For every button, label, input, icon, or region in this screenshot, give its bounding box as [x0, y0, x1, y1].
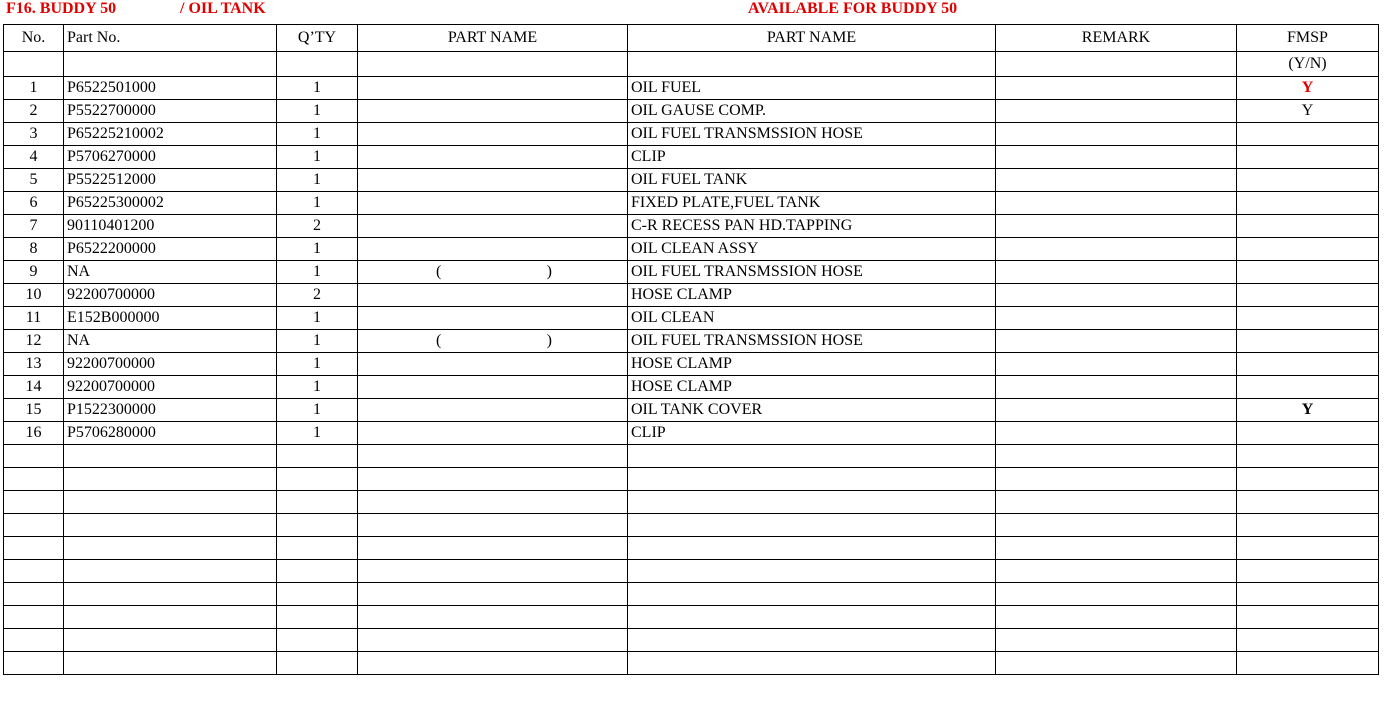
- row-remark: [996, 146, 1237, 169]
- row-remark: [996, 422, 1237, 445]
- col-header-fmsp-sub: (Y/N): [1237, 52, 1379, 77]
- col-header-remark: REMARK: [996, 25, 1237, 52]
- row-remark: [996, 100, 1237, 123]
- row-qty: 1: [277, 261, 358, 284]
- row-remark: [996, 307, 1237, 330]
- table-row: [4, 238, 1379, 261]
- row-part-name-local: [358, 169, 628, 192]
- row-part-no: P65225210002: [64, 123, 277, 146]
- row-part-no: E152B000000: [64, 307, 277, 330]
- table-row: [4, 284, 1379, 307]
- row-fmsp: [1237, 422, 1379, 445]
- row-part-no: P6522200000: [64, 238, 277, 261]
- row-no: 11: [4, 307, 64, 330]
- section-title: / OIL TANK: [180, 0, 266, 17]
- row-qty: 1: [277, 192, 358, 215]
- row-qty: 1: [277, 169, 358, 192]
- col-header-no: No.: [4, 25, 64, 52]
- row-remark: [996, 261, 1237, 284]
- row-part-name-local: [358, 77, 628, 100]
- row-no: 9: [4, 261, 64, 284]
- table-row: [4, 261, 1379, 284]
- availability-note: AVAILABLE FOR BUDDY 50: [748, 0, 958, 17]
- row-qty: 1: [277, 353, 358, 376]
- row-fmsp: [1237, 261, 1379, 284]
- row-part-name-local: [358, 123, 628, 146]
- row-no: 7: [4, 215, 64, 238]
- row-remark: [996, 353, 1237, 376]
- col-header-fmsp: FMSP: [1237, 25, 1379, 52]
- row-fmsp: [1237, 215, 1379, 238]
- table-row: [4, 77, 1379, 100]
- row-part-name: OIL CLEAN: [628, 307, 996, 330]
- table-row: [4, 376, 1379, 399]
- row-remark: [996, 284, 1237, 307]
- row-part-name: HOSE CLAMP: [628, 284, 996, 307]
- empty-row: [4, 560, 1379, 583]
- empty-row: [4, 468, 1379, 491]
- row-qty: 1: [277, 422, 358, 445]
- row-part-name-local: [358, 238, 628, 261]
- row-part-no: P5522512000: [64, 169, 277, 192]
- row-part-name: OIL GAUSE COMP.: [628, 100, 996, 123]
- row-part-name: OIL FUEL TRANSMSSION HOSE: [628, 330, 996, 353]
- row-no: 14: [4, 376, 64, 399]
- row-qty: 1: [277, 330, 358, 353]
- row-part-name-local: [358, 284, 628, 307]
- table-row: [4, 399, 1379, 422]
- row-part-no: P1522300000: [64, 399, 277, 422]
- row-fmsp: Y: [1237, 77, 1379, 100]
- col-header-part-name: PART NAME: [628, 25, 996, 52]
- row-no: 5: [4, 169, 64, 192]
- empty-row: [4, 629, 1379, 652]
- row-fmsp: [1237, 192, 1379, 215]
- row-fmsp: [1237, 307, 1379, 330]
- row-part-name-local: [358, 261, 628, 284]
- row-remark: [996, 399, 1237, 422]
- row-part-name: OIL CLEAN ASSY: [628, 238, 996, 261]
- parenthesis-placeholder: ( ): [436, 332, 552, 349]
- row-part-name: CLIP: [628, 146, 996, 169]
- row-fmsp: [1237, 123, 1379, 146]
- row-fmsp: [1237, 353, 1379, 376]
- table-row: [4, 100, 1379, 123]
- empty-row: [4, 514, 1379, 537]
- row-part-no: P5706270000: [64, 146, 277, 169]
- row-remark: [996, 330, 1237, 353]
- row-fmsp: [1237, 284, 1379, 307]
- row-part-name-local: [358, 376, 628, 399]
- row-part-name-local: [358, 422, 628, 445]
- row-remark: [996, 123, 1237, 146]
- row-part-no: P5706280000: [64, 422, 277, 445]
- row-fmsp: [1237, 376, 1379, 399]
- empty-row: [4, 606, 1379, 629]
- row-part-name-local: [358, 399, 628, 422]
- row-part-no: NA: [64, 261, 277, 284]
- row-part-name: CLIP: [628, 422, 996, 445]
- table-row: [4, 330, 1379, 353]
- row-remark: [996, 376, 1237, 399]
- col-header-part-no: Part No.: [64, 25, 277, 52]
- row-part-name: HOSE CLAMP: [628, 376, 996, 399]
- row-part-name: OIL FUEL TRANSMSSION HOSE: [628, 261, 996, 284]
- row-qty: 2: [277, 215, 358, 238]
- row-part-name-local: [358, 192, 628, 215]
- table-row: [4, 353, 1379, 376]
- row-part-name-local: [358, 215, 628, 238]
- row-qty: 1: [277, 399, 358, 422]
- row-no: 4: [4, 146, 64, 169]
- row-part-no: P65225300002: [64, 192, 277, 215]
- row-fmsp: Y: [1237, 399, 1379, 422]
- row-part-name-local: [358, 100, 628, 123]
- row-part-name-local: [358, 307, 628, 330]
- row-remark: [996, 169, 1237, 192]
- row-qty: 1: [277, 123, 358, 146]
- row-part-no: P5522700000: [64, 100, 277, 123]
- row-no: 8: [4, 238, 64, 261]
- row-no: 16: [4, 422, 64, 445]
- header-subrow: [4, 52, 1379, 77]
- row-fmsp: [1237, 169, 1379, 192]
- empty-row: [4, 652, 1379, 675]
- parts-table: [3, 24, 1379, 675]
- row-part-name: OIL FUEL TRANSMSSION HOSE: [628, 123, 996, 146]
- row-qty: 1: [277, 307, 358, 330]
- table-row: [4, 422, 1379, 445]
- row-no: 13: [4, 353, 64, 376]
- row-fmsp: [1237, 330, 1379, 353]
- row-part-name-local: [358, 353, 628, 376]
- row-qty: 1: [277, 100, 358, 123]
- row-part-name: OIL TANK COVER: [628, 399, 996, 422]
- table-row: [4, 192, 1379, 215]
- row-qty: 1: [277, 238, 358, 261]
- table-row: [4, 146, 1379, 169]
- row-part-name: HOSE CLAMP: [628, 353, 996, 376]
- row-qty: 1: [277, 146, 358, 169]
- row-no: 3: [4, 123, 64, 146]
- row-no: 10: [4, 284, 64, 307]
- row-remark: [996, 215, 1237, 238]
- row-part-name: FIXED PLATE,FUEL TANK: [628, 192, 996, 215]
- row-remark: [996, 238, 1237, 261]
- row-no: 1: [4, 77, 64, 100]
- empty-row: [4, 491, 1379, 514]
- row-part-no: P6522501000: [64, 77, 277, 100]
- row-part-no: NA: [64, 330, 277, 353]
- row-no: 12: [4, 330, 64, 353]
- row-qty: 1: [277, 376, 358, 399]
- row-qty: 1: [277, 77, 358, 100]
- table-row: [4, 169, 1379, 192]
- row-fmsp: Y: [1237, 100, 1379, 123]
- row-part-name-local: [358, 146, 628, 169]
- row-part-name: OIL FUEL TANK: [628, 169, 996, 192]
- row-fmsp: [1237, 238, 1379, 261]
- row-part-name-local: [358, 330, 628, 353]
- row-no: 6: [4, 192, 64, 215]
- row-remark: [996, 192, 1237, 215]
- table-row: [4, 307, 1379, 330]
- row-no: 2: [4, 100, 64, 123]
- row-part-no: 92200700000: [64, 353, 277, 376]
- table-row: [4, 215, 1379, 238]
- row-fmsp: [1237, 146, 1379, 169]
- row-part-no: 92200700000: [64, 376, 277, 399]
- row-part-no: 90110401200: [64, 215, 277, 238]
- catalog-code: F16. BUDDY 50: [6, 0, 117, 17]
- header-row: [4, 25, 1379, 52]
- empty-row: [4, 583, 1379, 606]
- col-header-qty: Q’TY: [277, 25, 358, 52]
- empty-row: [4, 445, 1379, 468]
- empty-row: [4, 537, 1379, 560]
- row-part-name: C-R RECESS PAN HD.TAPPING: [628, 215, 996, 238]
- row-no: 15: [4, 399, 64, 422]
- row-qty: 2: [277, 284, 358, 307]
- parenthesis-placeholder: ( ): [436, 263, 552, 280]
- table-row: [4, 123, 1379, 146]
- row-part-no: 92200700000: [64, 284, 277, 307]
- row-remark: [996, 77, 1237, 100]
- col-header-part-name-local: PART NAME: [358, 25, 628, 52]
- row-part-name: OIL FUEL: [628, 77, 996, 100]
